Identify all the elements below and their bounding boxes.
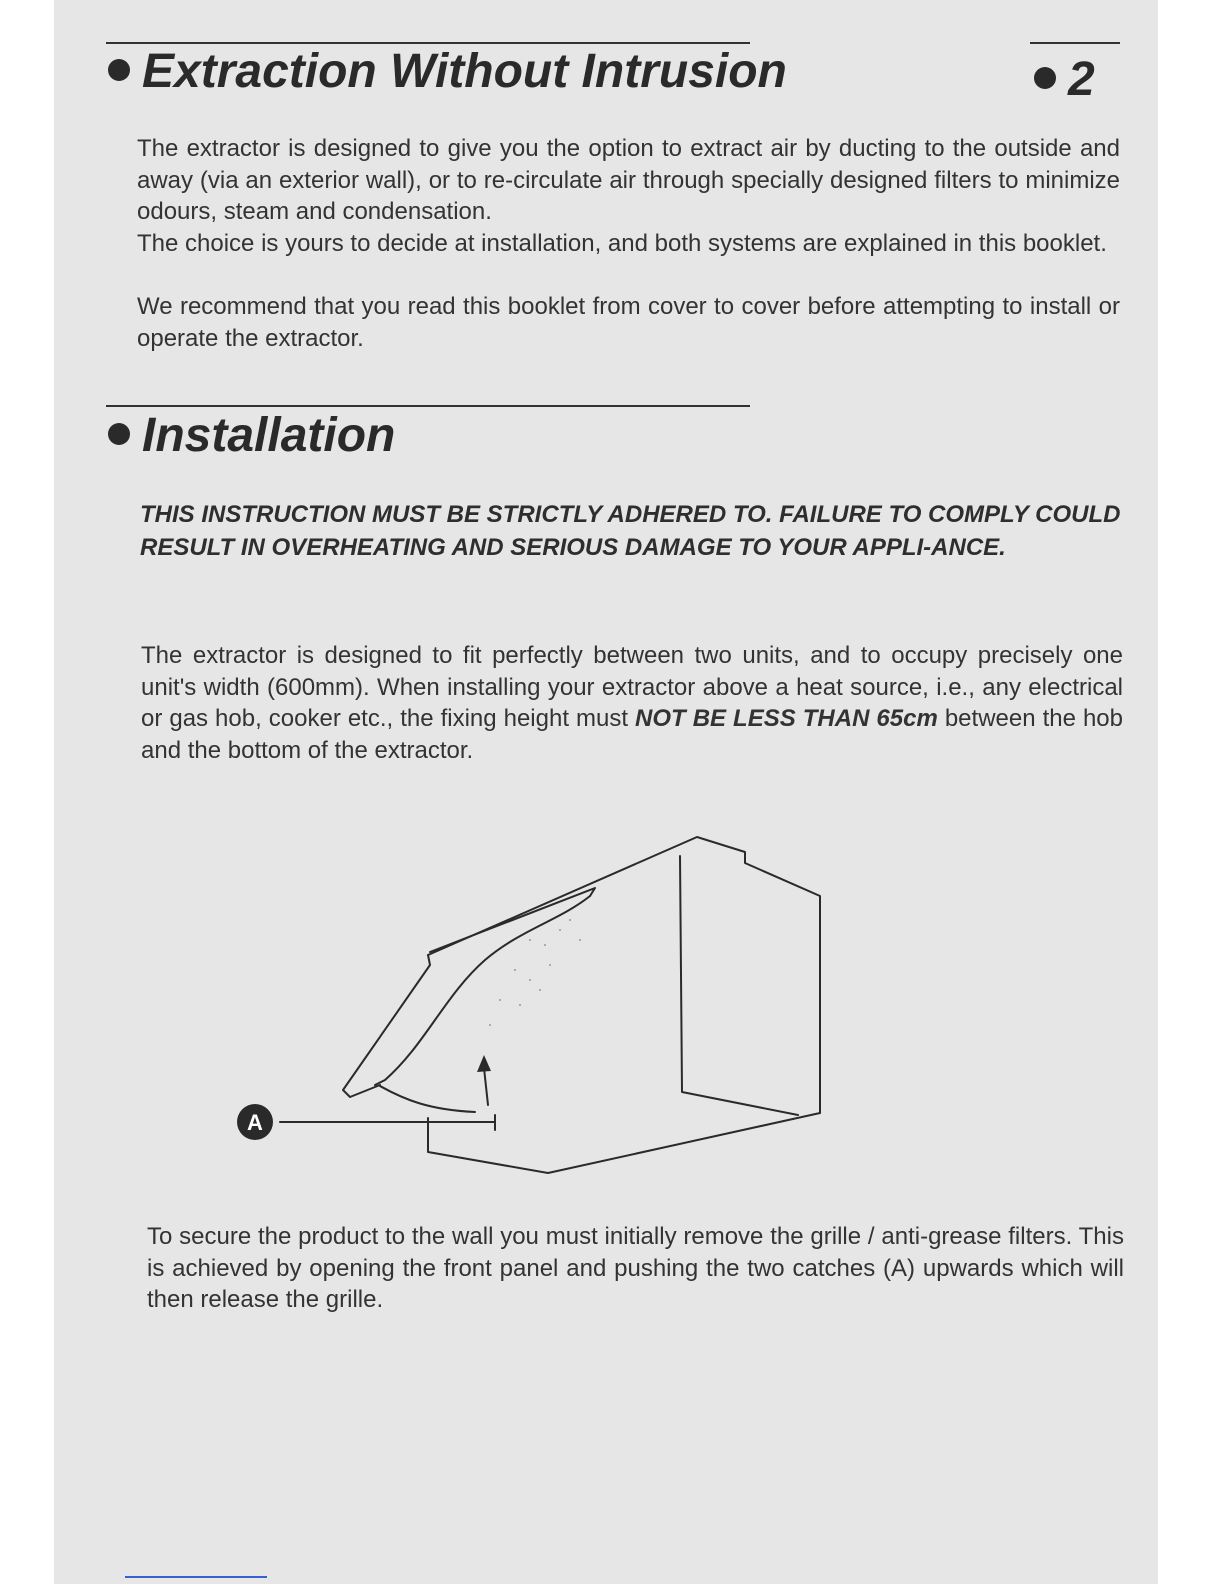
up-arrow-icon bbox=[477, 1055, 491, 1072]
cabinet-inner-edge bbox=[680, 856, 798, 1115]
secure-paragraph: To secure the product to the wall you must initially remove the grille / anti-grease filters. This is achieved by opening the front panel and pushing the two catches (A) upwards which will then release the grille. bbox=[147, 1223, 1124, 1313]
footer-line bbox=[125, 1576, 267, 1578]
bullet-icon bbox=[1034, 67, 1056, 89]
page-number-rule bbox=[1030, 42, 1120, 44]
bullet-icon bbox=[108, 59, 130, 81]
extractor-diagram bbox=[230, 830, 830, 1180]
fitting-paragraph bbox=[141, 640, 1123, 766]
page-number bbox=[1034, 54, 1095, 106]
grille-lower-curve bbox=[380, 1086, 475, 1112]
label-a-text: A bbox=[247, 1110, 263, 1135]
front-panel bbox=[343, 955, 430, 1097]
page-number-text: 2 bbox=[1068, 53, 1095, 106]
intro-paragraph-3: We recommend that you read this booklet from cover to cover before attempting to install or operate the extractor. bbox=[137, 293, 1120, 352]
minimum-height-emphasis: NOT BE LESS THAN 65cm bbox=[635, 705, 938, 732]
fitting-text-start: The extractor is designed to fit perfectly between two units, and to occupy precisely one unit's width (600mm). When installing your extractor above a heat source, i.e., any electrical or gas hob, cooker etc., the fixing height must bbox=[141, 642, 1123, 732]
arrow-shaft bbox=[484, 1068, 488, 1105]
installation-rule bbox=[106, 405, 750, 407]
page-title-text: Extraction Without Intrusion bbox=[142, 45, 787, 98]
fitting-text-end: between the hob and the bottom of the extractor. bbox=[141, 705, 1123, 764]
installation-warning: THIS INSTRUCTION MUST BE STRICTLY ADHERED TO. FAILURE TO COMPLY COULD RESULT IN OVERHEATING AND SERIOUS DAMAGE TO YOUR APPLI-ANCE. bbox=[140, 501, 1121, 561]
title-rule bbox=[106, 42, 750, 44]
installation-heading bbox=[108, 410, 395, 462]
bullet-icon bbox=[108, 423, 130, 445]
grille-texture bbox=[489, 919, 581, 1026]
cabinet-outline bbox=[428, 837, 820, 1113]
intro-paragraph-2: The choice is yours to decide at installation, and both systems are explained in this booklet. bbox=[137, 230, 1107, 257]
installation-heading-text: Installation bbox=[142, 409, 396, 462]
grille-curve bbox=[375, 896, 590, 1085]
intro-paragraph-1: The extractor is designed to give you the option to extract air by ducting to the outside and away (via an exterior wall), or to re-circulate air through specially designed filters to minimize odours, steam and condensation. bbox=[137, 135, 1120, 225]
page-title bbox=[108, 46, 787, 98]
